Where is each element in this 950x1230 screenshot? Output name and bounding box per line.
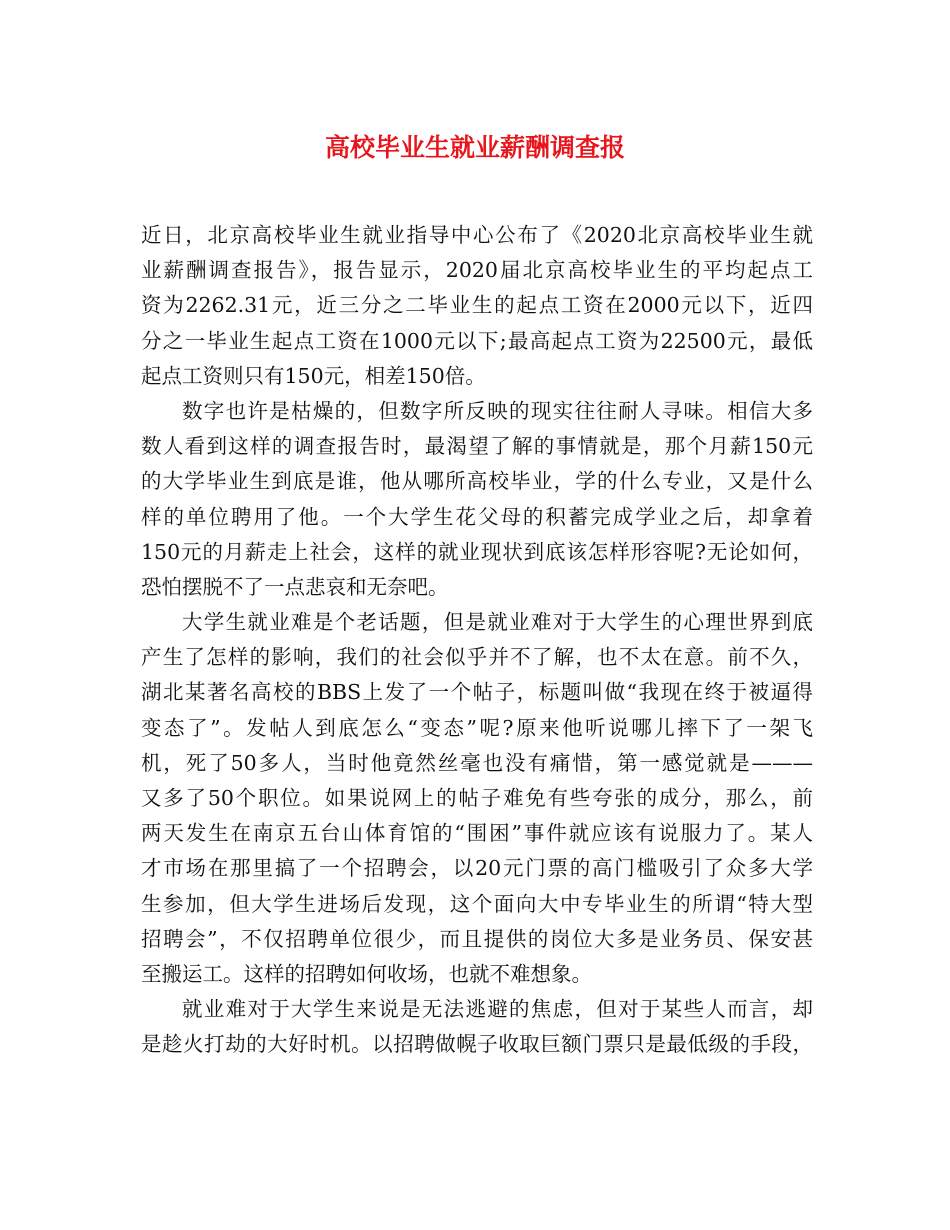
body-line: 恐怕摆脱不了一点悲哀和无奈吧。 bbox=[141, 574, 449, 599]
body-line: 招聘会”，不仅招聘单位很少，而且提供的岗位大多是业务员、保安甚 bbox=[141, 926, 813, 951]
body-line: 的大学毕业生到底是谁，他从哪所高校毕业，学的什么专业，又是什么 bbox=[141, 469, 813, 494]
body-line: 才市场在那里搞了一个招聘会，以20元门票的高门槛吸引了众多大学 bbox=[141, 856, 813, 881]
body-line: 近日，北京高校毕业生就业指导中心公布了《2020北京高校毕业生就 bbox=[141, 223, 813, 247]
body-line: 机，死了50多人，当时他竟然丝毫也没有痛惜，第一感觉就是——— bbox=[141, 750, 813, 775]
body-line: 就业难对于大学生来说是无法逃避的焦虑，但对于某些人而言，却 bbox=[182, 997, 813, 1022]
body-line: 生参加，但大学生进场后发现，这个面向大中专毕业生的所谓“特大型 bbox=[141, 891, 813, 916]
body-line: 数字也许是枯燥的，但数字所反映的现实往往耐人寻味。相信大多 bbox=[182, 398, 813, 423]
body-line: 两天发生在南京五台山体育馆的“围困”事件就应该有说服力了。某人 bbox=[141, 821, 813, 846]
body-line: 150元的月薪走上社会，这样的就业现状到底该怎样形容呢?无论如何， bbox=[141, 539, 813, 564]
body-line: 变态了”。发帖人到底怎么“变态”呢?原来他听说哪儿摔下了一架飞 bbox=[141, 715, 813, 740]
body-line: 样的单位聘用了他。一个大学生花父母的积蓄完成学业之后，却拿着 bbox=[141, 504, 813, 529]
body-line: 资为2262.31元，近三分之二毕业生的起点工资在2000元以下，近四 bbox=[141, 293, 813, 318]
body-line: 业薪酬调查报告》，报告显示，2020届北京高校毕业生的平均起点工 bbox=[141, 258, 813, 283]
body-line: 是趁火打劫的大好时机。以招聘做幌子收取巨额门票只是最低级的手段， bbox=[141, 1032, 813, 1057]
body-line: 至搬运工。这样的招聘如何收场，也就不难想象。 bbox=[141, 961, 592, 986]
body-line: 产生了怎样的影响，我们的社会似乎并不了解，也不太在意。前不久， bbox=[141, 645, 813, 670]
body-line: 数人看到这样的调查报告时，最渴望了解的事情就是，那个月薪150元 bbox=[141, 434, 813, 459]
body-line: 大学生就业难是个老话题，但是就业难对于大学生的心理世界到底 bbox=[182, 610, 813, 635]
body-line: 起点工资则只有150元，相差150倍。 bbox=[141, 363, 486, 388]
body-line: 湖北某著名高校的BBS上发了一个帖子，标题叫做“我现在终于被逼得 bbox=[141, 680, 813, 705]
body-line: 分之一毕业生起点工资在1000元以下;最高起点工资为22500元，最低 bbox=[141, 328, 813, 353]
body-line: 又多了50个职位。如果说网上的帖子难免有些夸张的成分，那么，前 bbox=[141, 786, 813, 810]
document-body bbox=[141, 218, 813, 1063]
document-title: 高校毕业生就业薪酬调查报 bbox=[324, 133, 625, 162]
